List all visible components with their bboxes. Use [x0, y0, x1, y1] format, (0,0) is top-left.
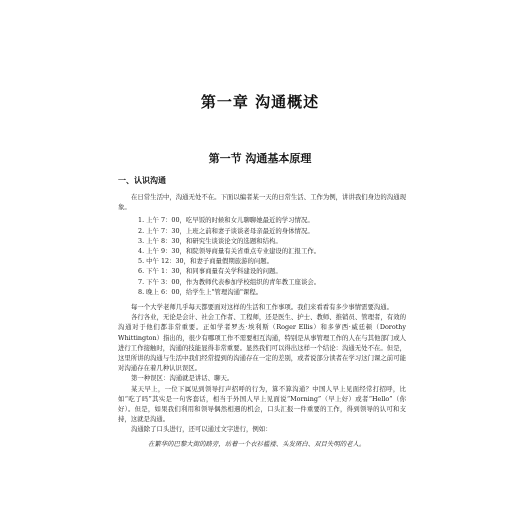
paragraph: 某天早上，一位下属见到领导打声招呼的行为，算不算沟通？中国人早上见面经常打招呼，比如“吃了吗”其实是一句客套话，相当于外国人早上见面说“Morning”（早上好）或者“Hello”（你好）。但是，如果我们利用和领导偶然相遇的机会，口头汇报一件重要的工作，得到领导的认可和支持，这就是沟通。 [118, 384, 406, 424]
schedule-item: 6. 下午 1：30，和同事商量有关学科建设的问题。 [138, 267, 282, 276]
schedule-item: 3. 上午 8：30，和研究生谈谈论文的选题和结构。 [138, 236, 282, 245]
schedule-item: 1. 上午 7：00，吃早饭的时候和女儿聊聊她最近的学习情况。 [138, 216, 314, 225]
schedule-item: 5. 中午 12：30，和妻子商量假期旅游的问题。 [138, 257, 274, 266]
schedule-item: 7. 下午 3：00，作为教师代表参加学校组织的青年教工座谈会。 [138, 277, 321, 286]
paragraph: 各行各业，无论是会计、社会工作者、工程师，还是医生、护士、教师、推销员、管理者，有效的沟通对于他们都非常重要。正如学者罗杰·埃利斯（Roger Ellis）和多萝西·威廷顿（Dorothy Whittington）指出的，很少有哪项工作不需要相互沟通，特别是从事管理工作的人在与其他部门或人进行工作接触时，沟通的技能显得非常重要。显然我们可以得出这样一个结论：沟通无处不在。但是，这里所讲的沟通与生活中我们经常提到的沟通存在一定的差别，或者说部分读者在学习这门课之前可能对沟通存在着几种认识误区。 [118, 313, 406, 373]
paragraph: 第一种误区：沟通就是讲话、聊天。 [131, 374, 234, 383]
schedule-item: 2. 上午 7：30，上班之前和妻子谈谈老母亲最近的身体情况。 [138, 226, 314, 235]
paragraph: 沟通除了口头进行，还可以通过文字进行，例如： [131, 425, 272, 434]
paragraph: 每一个大学老师几乎每天都要面对这样的生活和工作事项。我们来看看有多少事情需要沟通。 [131, 303, 394, 312]
schedule-item: 8. 晚上 6：00，给学生上"管理沟通"课程。 [138, 287, 263, 296]
schedule-list [118, 215, 406, 297]
quote-text: 在繁华的巴黎大街的路旁，站着一个衣衫褴褛、头发斑白、双目失明的老人。 [148, 439, 366, 448]
subsection-title: 一、认识沟通 [118, 176, 166, 185]
section-title: 第一节 沟通基本原理 [208, 152, 312, 165]
chapter-title: 第一章 沟通概述 [200, 93, 320, 111]
intro-paragraph: 在日常生活中，沟通无处不在。下面以编者某一天的日常生活、工作为例，讲讲我们身边的沟通现象。 [118, 193, 406, 212]
body-text [118, 192, 406, 449]
schedule-item: 4. 上午 9：30，和院领导商量有关省重点专业建设的汇报工作。 [138, 247, 321, 256]
